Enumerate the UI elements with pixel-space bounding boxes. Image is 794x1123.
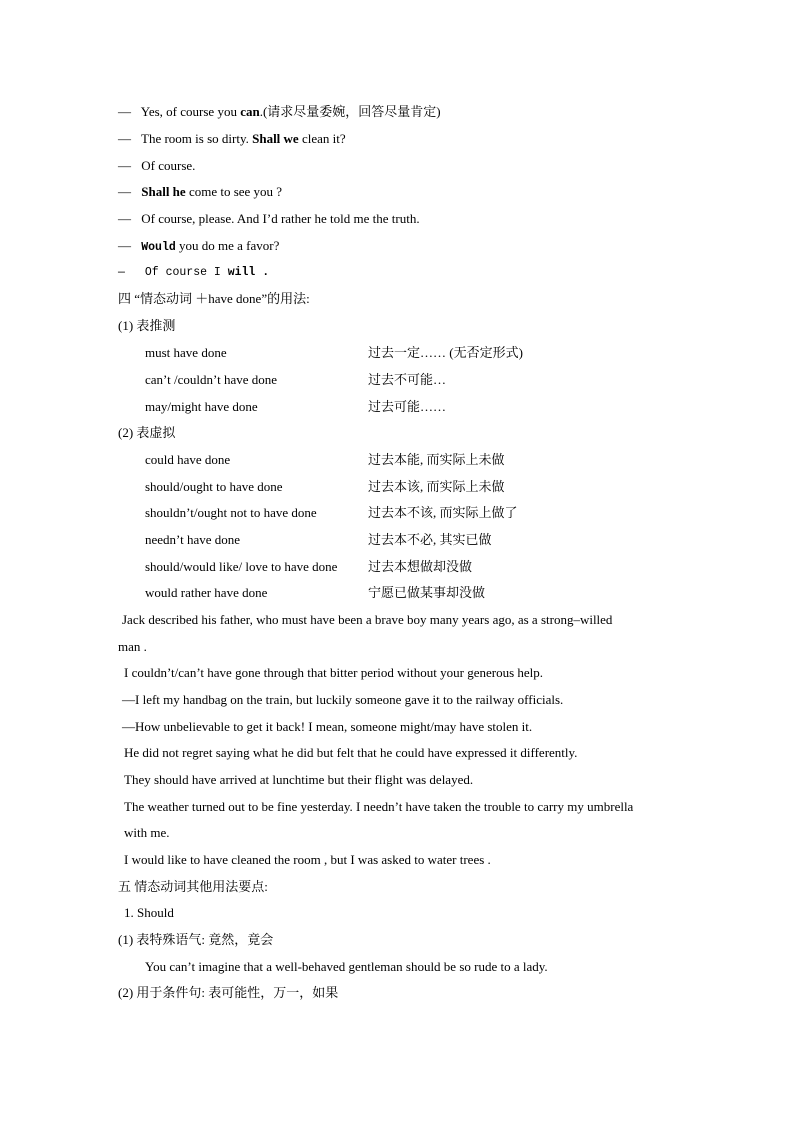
dash: — (118, 104, 131, 119)
example-sentence: with me. (124, 825, 170, 840)
dialogue-line (118, 237, 279, 257)
usage-meaning: 过去一定…… (无否定形式) (368, 345, 523, 360)
dialogue-modal: can (240, 104, 260, 119)
section-heading: 四 “情态动词 ＋have done”的用法: (118, 291, 310, 306)
example-sentence: He did not regret saying what he did but felt that he could have expressed it differently. (124, 745, 578, 760)
example-sentence: man . (118, 639, 147, 654)
subheading-speculation: (1) 表推测 (118, 318, 176, 333)
dialogue-text: clean it? (298, 131, 346, 146)
usage-meaning: 过去本不必, 其实已做 (368, 532, 492, 547)
item-heading: 1. Should (124, 905, 174, 920)
usage-form: needn’t have done (145, 532, 241, 547)
usage-meaning: 过去本能, 而实际上未做 (368, 452, 505, 467)
example-sentence: You can’t imagine that a well-behaved gentleman should be so rude to a lady. (145, 959, 548, 974)
example-sentence: —How unbelievable to get it back! I mean, someone might/may have stolen it. (122, 719, 533, 734)
dialogue-text: Yes, of course you (138, 104, 241, 119)
subheading-condition: (2) 用于条件句: 表可能性，万一，如果 (118, 985, 339, 1000)
dialogue-modal: Shall he (141, 184, 186, 199)
dialogue-text: Of course. (138, 158, 196, 173)
dash: — (118, 211, 131, 226)
usage-form: should/ought to have done (145, 479, 283, 494)
example-sentence: —I left my handbag on the train, but luckily someone gave it to the railway officials. (122, 692, 564, 707)
dialogue-text: come to see you ? (185, 184, 283, 199)
usage-form: can’t /couldn’t have done (145, 372, 278, 387)
dash: — (118, 238, 131, 253)
dialogue-modal: Shall we (252, 131, 299, 146)
dash: — (118, 184, 131, 199)
dialogue-text: The room is so dirty. (138, 131, 253, 146)
usage-meaning: 过去不可能… (368, 372, 447, 387)
dash: — (118, 158, 131, 173)
usage-form: should/would like/ love to have done (145, 559, 338, 574)
dialogue-line (118, 210, 420, 228)
subheading-subjunctive: (2) 表虚拟 (118, 425, 176, 440)
dialogue-line (118, 183, 282, 201)
dialogue-modal: Would (141, 241, 176, 254)
subheading-tone: (1) 表特殊语气: 竟然，竟会 (118, 932, 274, 947)
usage-meaning: 过去可能…… (368, 399, 447, 414)
dialogue-text: Of course I (138, 266, 228, 279)
usage-form: would rather have done (145, 585, 268, 600)
example-sentence: They should have arrived at lunchtime but their flight was delayed. (124, 772, 474, 787)
example-sentence: I would like to have cleaned the room , but I was asked to water trees . (124, 852, 491, 867)
dialogue-text: you do me a favor? (175, 238, 280, 253)
dialogue-line (118, 103, 441, 121)
dialogue-text: Of course, please. And I’d rather he told me the truth. (138, 211, 420, 226)
usage-meaning: 过去本想做却没做 (368, 559, 473, 574)
example-sentence: Jack described his father, who must have been a brave boy many years ago, as a strong–willed (122, 612, 613, 627)
usage-form: may/might have done (145, 399, 258, 414)
usage-meaning: 过去本不该, 而实际上做了 (368, 505, 518, 520)
usage-form: shouldn’t/ought not to have done (145, 505, 317, 520)
usage-meaning: 过去本该, 而实际上未做 (368, 479, 505, 494)
usage-form: must have done (145, 345, 227, 360)
dialogue-line (118, 130, 346, 148)
example-sentence: The weather turned out to be fine yesterday. I needn’t have taken the trouble to carry my umbrella (124, 799, 634, 814)
dialogue-line (118, 157, 195, 175)
dialogue-modal: will . (227, 266, 270, 279)
dialogue-line (118, 264, 269, 282)
usage-meaning: 宁愿已做某事却没做 (368, 585, 486, 600)
dash: — (118, 266, 125, 279)
dialogue-text: .(请求尽量委婉，回答尽量肯定) (259, 104, 441, 119)
dash: — (118, 131, 131, 146)
usage-form: could have done (145, 452, 231, 467)
section-heading: 五 情态动词其他用法要点: (118, 879, 268, 894)
example-sentence: I couldn’t/can’t have gone through that bitter period without your generous help. (124, 665, 544, 680)
